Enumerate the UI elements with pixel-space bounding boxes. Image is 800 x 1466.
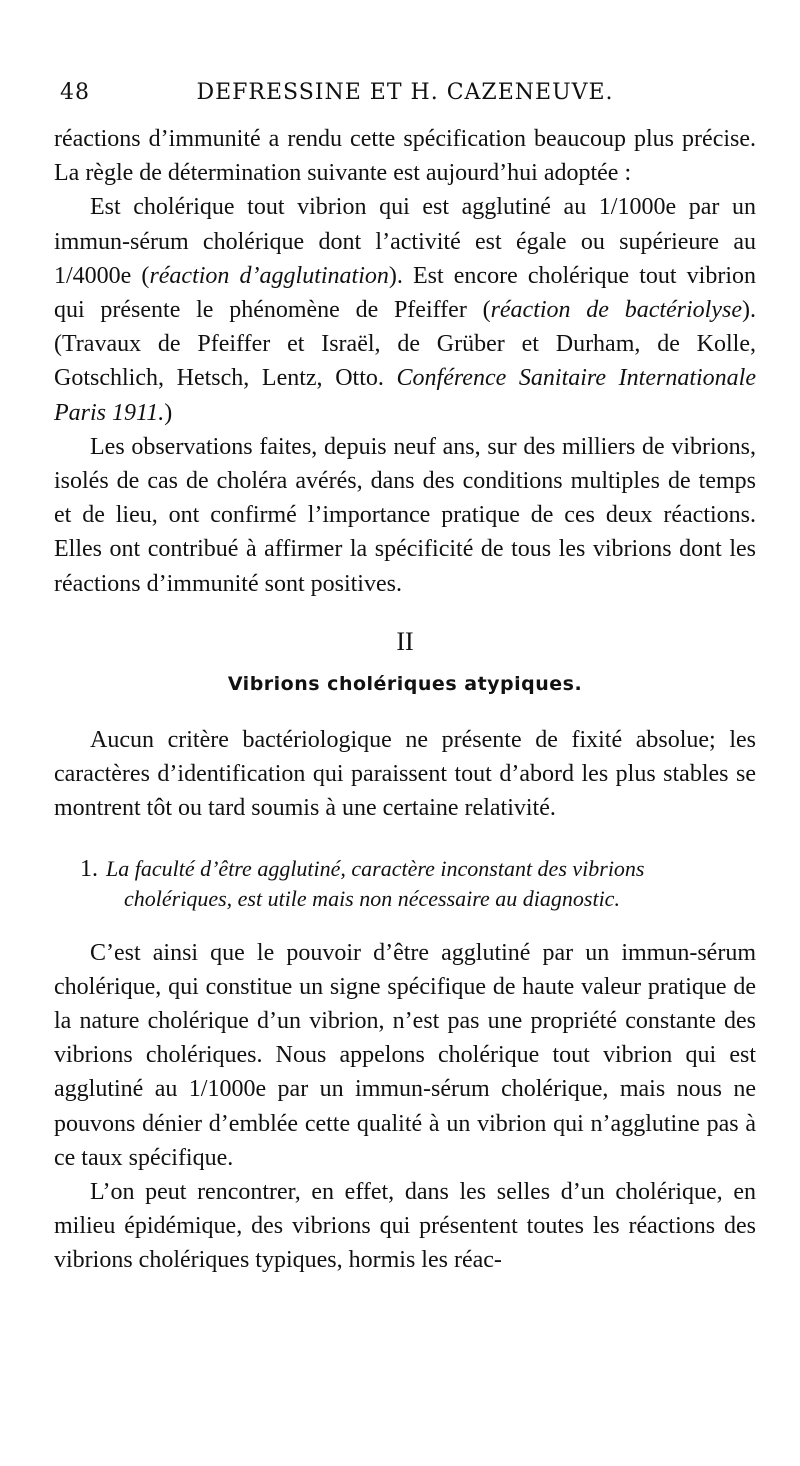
paragraph-atypical: L’on peut rencontrer, en effet, dans les selles d’un cholérique, en milieu épidémique, des vibrions qui présentent toutes les réactions des vibrions cholériques typiques, hormis les réac- — [54, 1179, 756, 1274]
paragraph-observations: Les observations faites, depuis neuf ans, sur des milliers de vibrions, isolés de cas de choléra avérés, dans des conditions multiples de temps et de lieu, ont confirmé l’importance pratique de ces deux réactions. Elles ont contribué à affirmer la spécificité de tous les vibrions dont les réactions d’immunité sont positives. — [54, 433, 756, 597]
subsection-heading — [54, 854, 756, 914]
subsection-number: 1. — [80, 855, 98, 882]
text-run: Est cholérique tout vibrion qui est agglutiné au 1/1000e par un immun-sérum cholérique dont l’activité est égale ou supérieure au 1/4000e ( — [54, 194, 756, 289]
italic-run: réaction de bactériolyse — [490, 297, 742, 324]
section-title: Vibrions cholériques atypiques. — [227, 672, 583, 695]
text-run: ) — [164, 399, 173, 426]
paragraph-criteria: Aucun critère bactériologique ne présente de fixité absolue; les caractères d’identification qui paraissent tout d’abord les plus stables se montrent tôt ou tard soumis à une certaine relativité. — [54, 727, 756, 822]
running-head: DEFRESSINE ET H. CAZENEUVE. — [196, 80, 614, 105]
italic-run: réaction d’agglutination — [149, 262, 389, 289]
paragraph-agglutination: C’est ainsi que le pouvoir d’être agglutiné par un immun-sérum cholérique, qui constitue un signe spécifique de haute valeur pratique de la nature cholérique d’un vibrion, n’est pas une propriété constante des vibrions cholériques. Nous appelons cholérique tout vibrion qui est agglutiné au 1/1000e par un immun-sérum cholérique, mais nous ne pouvons dénier d’emblée cette qualité à un vibrion qui n’agglutine pas à ce taux spécifique. — [54, 939, 756, 1171]
text-run: ). (Travaux de Pfeiffer et Israël, de Grüber et Durham, de Kolle, Gotschlich, Hetsch, Lentz, Otto. — [54, 297, 756, 392]
section-number: II — [396, 626, 414, 656]
text-run: ). Est encore cholérique tout vibrion qui présente le phénomène de Pfeiffer ( — [54, 262, 757, 324]
subsection-title: La faculté d’être agglutiné, caractère inconstant des vibrions cholériques, est utile mais non nécessaire au diagnostic. — [106, 855, 645, 911]
page-body — [54, 122, 756, 1278]
italic-run: Conférence Sanitaire Internationale Paris 1911. — [54, 365, 756, 426]
page-header — [60, 80, 750, 116]
paragraph-determination-rule — [54, 190, 756, 429]
paragraph-continued: réactions d’immunité a rendu cette spécification beaucoup plus précise. La règle de détermination suivante est aujourd’hui adoptée : — [54, 126, 756, 187]
page-number: 48 — [60, 80, 90, 105]
